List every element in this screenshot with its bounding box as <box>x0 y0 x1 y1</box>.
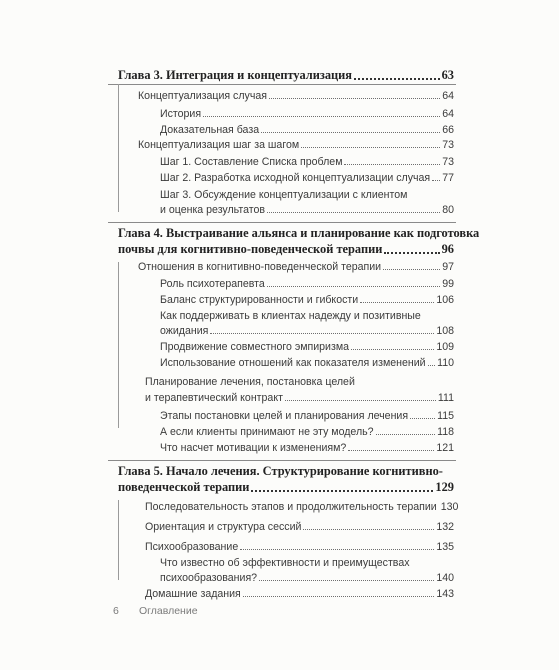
toc-entry: Домашние задания 143 <box>145 588 454 600</box>
toc-entry-line: Что известно об эффективности и преимуществах <box>160 557 410 569</box>
chapter-title: Глава 3. Интеграция и концептуализация <box>118 68 352 82</box>
toc-entry: и терапевтический контракт 111 <box>145 392 454 404</box>
chapter-3-entry <box>118 68 454 83</box>
toc-entry: Шаг 2. Разработка исходной концептуализации случая 77 <box>160 172 454 184</box>
toc-entry: Использование отношений как показателя изменений 110 <box>160 357 454 369</box>
chapter-5-entry: поведенческой терапии 129 <box>118 480 454 494</box>
chapter-4-entry: почвы для когнитивно-поведенческой терапии 96 <box>118 242 454 256</box>
chapter-title-line: Глава 5. Начало лечения. Структурирование когнитивно- <box>118 464 443 478</box>
toc-entry: психообразования? 140 <box>160 572 454 584</box>
toc-entry-line: Планирование лечения, постановка целей <box>145 376 355 388</box>
chapter-bracket <box>118 262 119 428</box>
chapter-title-line: Глава 4. Выстраивание альянса и планирование как подготовка <box>118 226 480 240</box>
toc-entry: ожидания 108 <box>160 325 454 337</box>
toc-entry: История 64 <box>160 108 454 120</box>
toc-entry: Ориентация и структура сессий 132 <box>145 521 454 533</box>
footer-page-number: 6 <box>113 605 119 617</box>
toc-entry: Что насчет мотивации к изменениям? 121 <box>160 442 454 454</box>
footer-title: Оглавление <box>139 605 198 617</box>
chapter-separator <box>108 84 456 85</box>
toc-entry: Последовательность этапов и продолжительность терапии 130 <box>145 501 459 513</box>
toc-entry: и оценка результатов 80 <box>160 204 454 216</box>
toc-entry: Отношения в когнитивно-поведенческой терапии 97 <box>138 261 454 273</box>
toc-entry: Шаг 1. Составление Списка проблем 73 <box>160 156 454 168</box>
chapter-bracket <box>118 84 119 212</box>
toc-entry-line: Шаг 3. Обсуждение концептуализации с клиентом <box>160 189 408 201</box>
toc-entry: Концептуализация шаг за шагом 73 <box>138 139 454 151</box>
toc-entry: Этапы постановки целей и планирования лечения 115 <box>160 410 454 422</box>
toc-entry: Психообразование 135 <box>145 541 454 553</box>
chapter-bracket <box>118 500 119 580</box>
toc-entry-line: Как поддерживать в клиентах надежду и позитивные <box>160 310 421 322</box>
toc-entry: Концептуализация случая 64 <box>138 90 454 102</box>
dot-leader <box>354 77 440 80</box>
page-number: 63 <box>441 68 454 82</box>
chapter-separator <box>108 460 456 461</box>
chapter-separator <box>108 222 456 223</box>
toc-entry: Роль психотерапевта 99 <box>160 278 454 290</box>
toc-entry: Баланс структурированности и гибкости 106 <box>160 294 454 306</box>
toc-entry: Доказательная база 66 <box>160 124 454 136</box>
toc-entry: А если клиенты принимают не эту модель? 118 <box>160 426 454 438</box>
toc-entry: Продвижение совместного эмпиризма 109 <box>160 341 454 353</box>
